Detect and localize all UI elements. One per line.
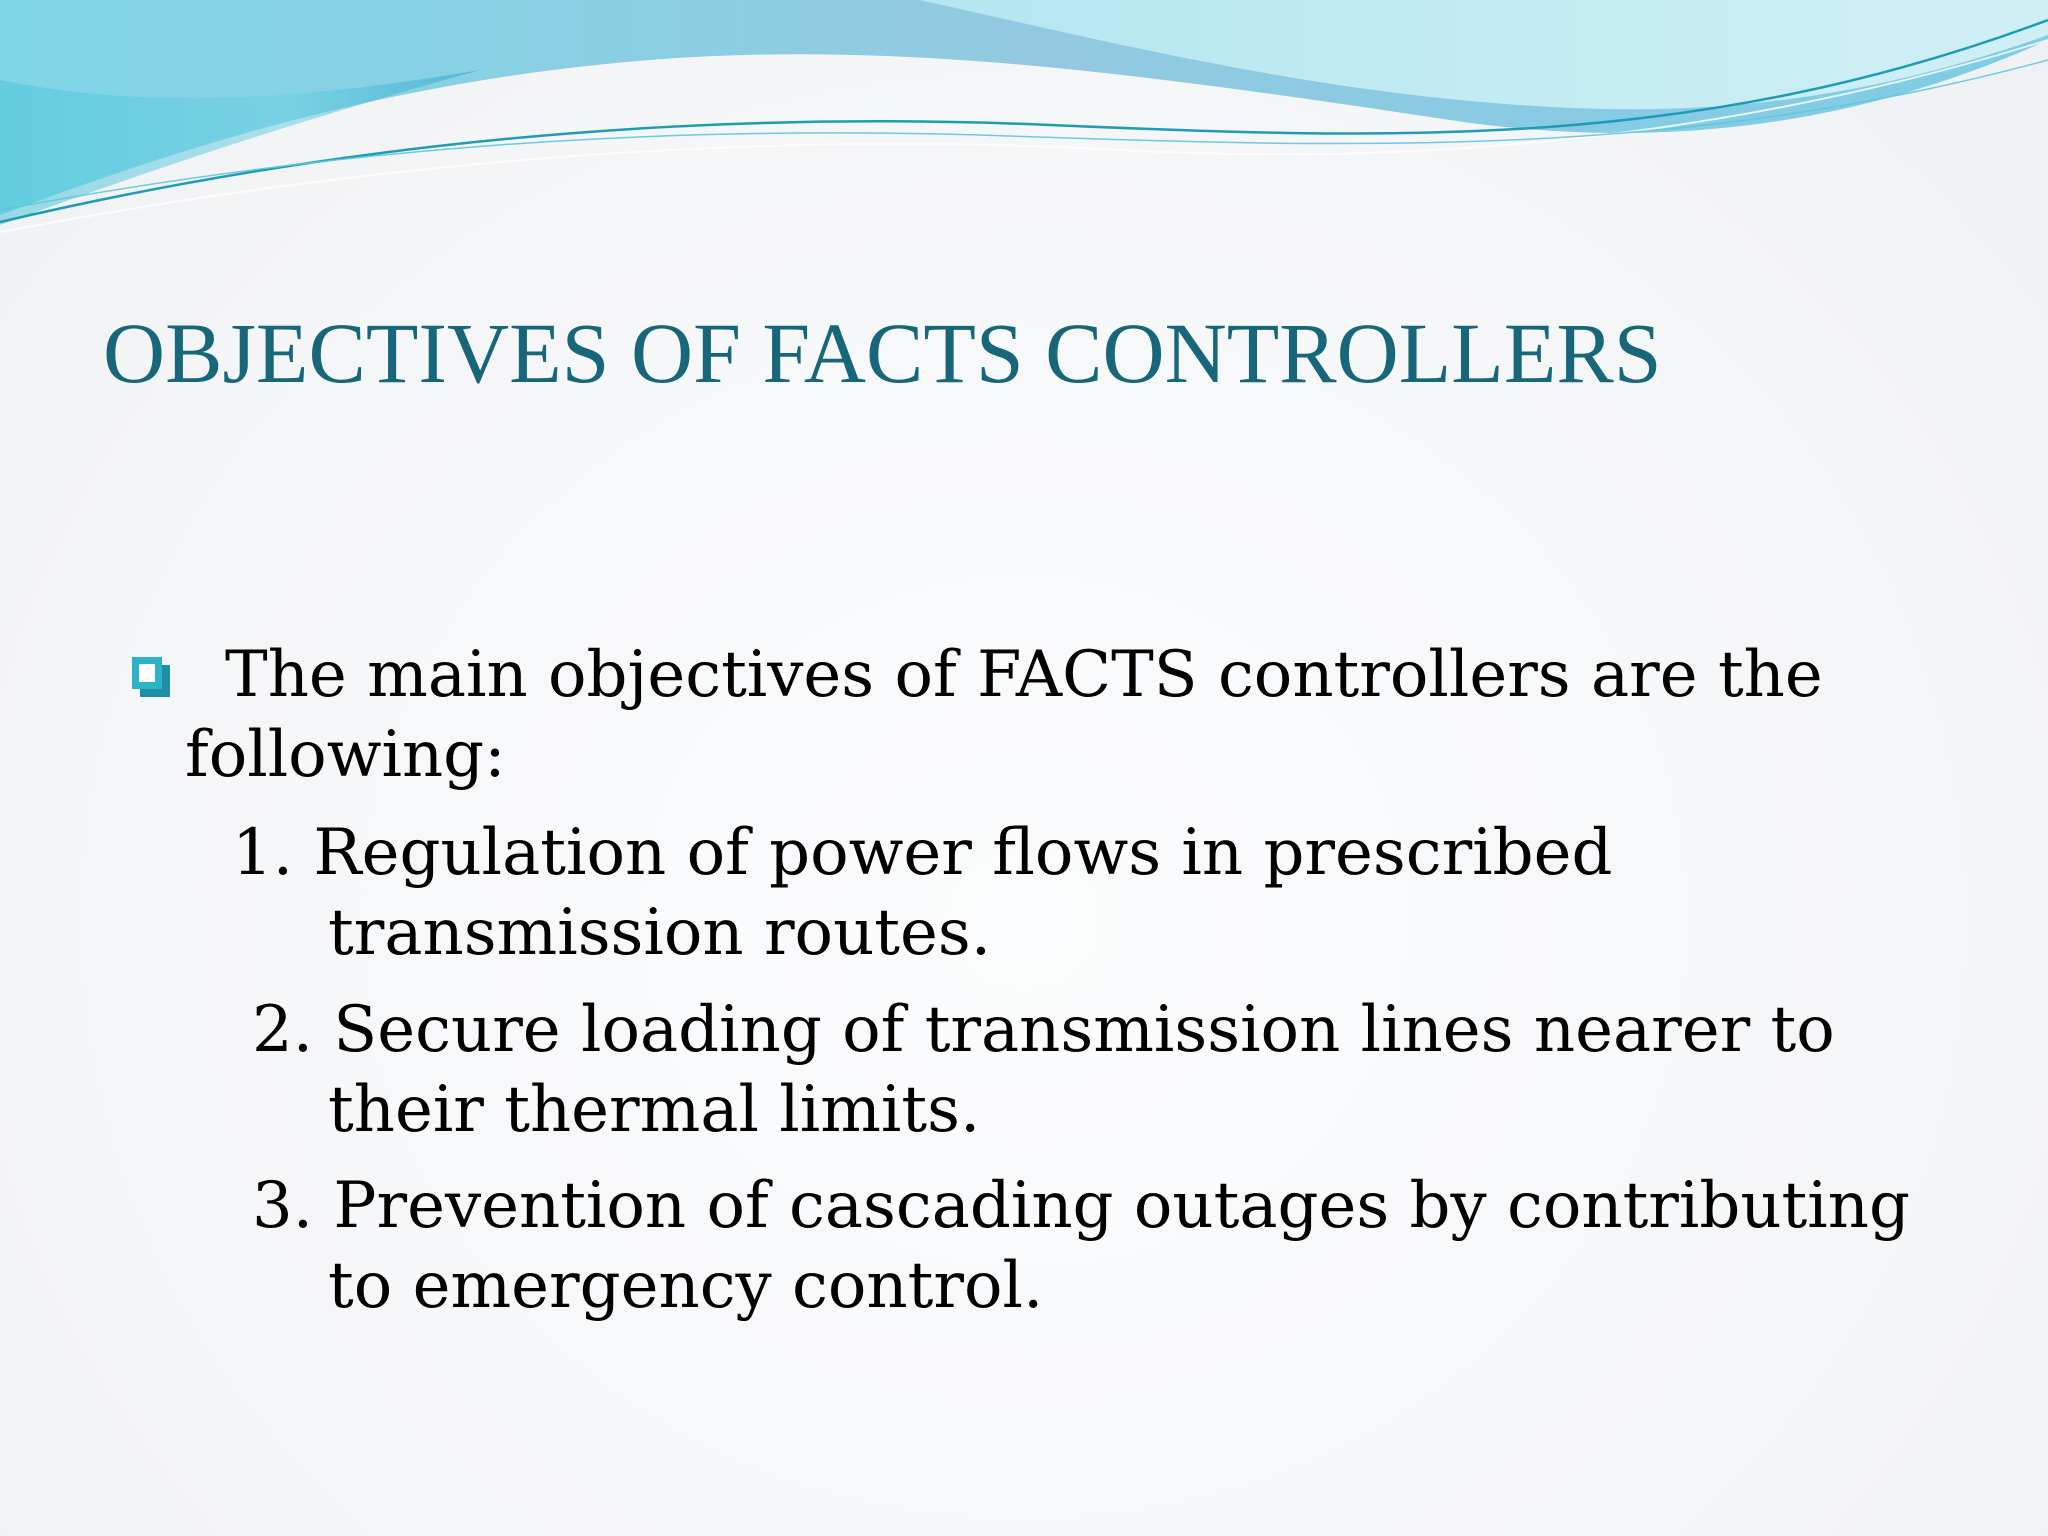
objective-number: 2. <box>252 993 314 1067</box>
objective-item-3 <box>252 1166 1910 1326</box>
objective-item-2 <box>252 990 1835 1150</box>
objective-text: Secure loading of transmission lines nearer to <box>333 993 1835 1067</box>
hollow-square-bullet-icon <box>130 655 172 699</box>
objective-text-continued: their thermal limits. <box>328 1073 981 1147</box>
header-wave-decoration-icon <box>0 0 2048 260</box>
intro-line-2: following: <box>185 718 506 792</box>
objective-text: Regulation of power flows in prescribed <box>313 816 1613 890</box>
intro-line-1: The main objectives of FACTS controllers are the <box>225 638 1823 712</box>
intro-paragraph <box>185 635 1885 795</box>
objective-text: Prevention of cascading outages by contributing <box>333 1169 1910 1243</box>
objective-text-continued: to emergency control. <box>328 1249 1044 1323</box>
objective-item-1 <box>232 813 1612 973</box>
objective-number: 1. <box>232 816 294 890</box>
objective-number: 3. <box>252 1169 314 1243</box>
slide-title: OBJECTIVES OF FACTS CONTROLLERS <box>103 305 1662 401</box>
objective-text-continued: transmission routes. <box>328 896 992 970</box>
